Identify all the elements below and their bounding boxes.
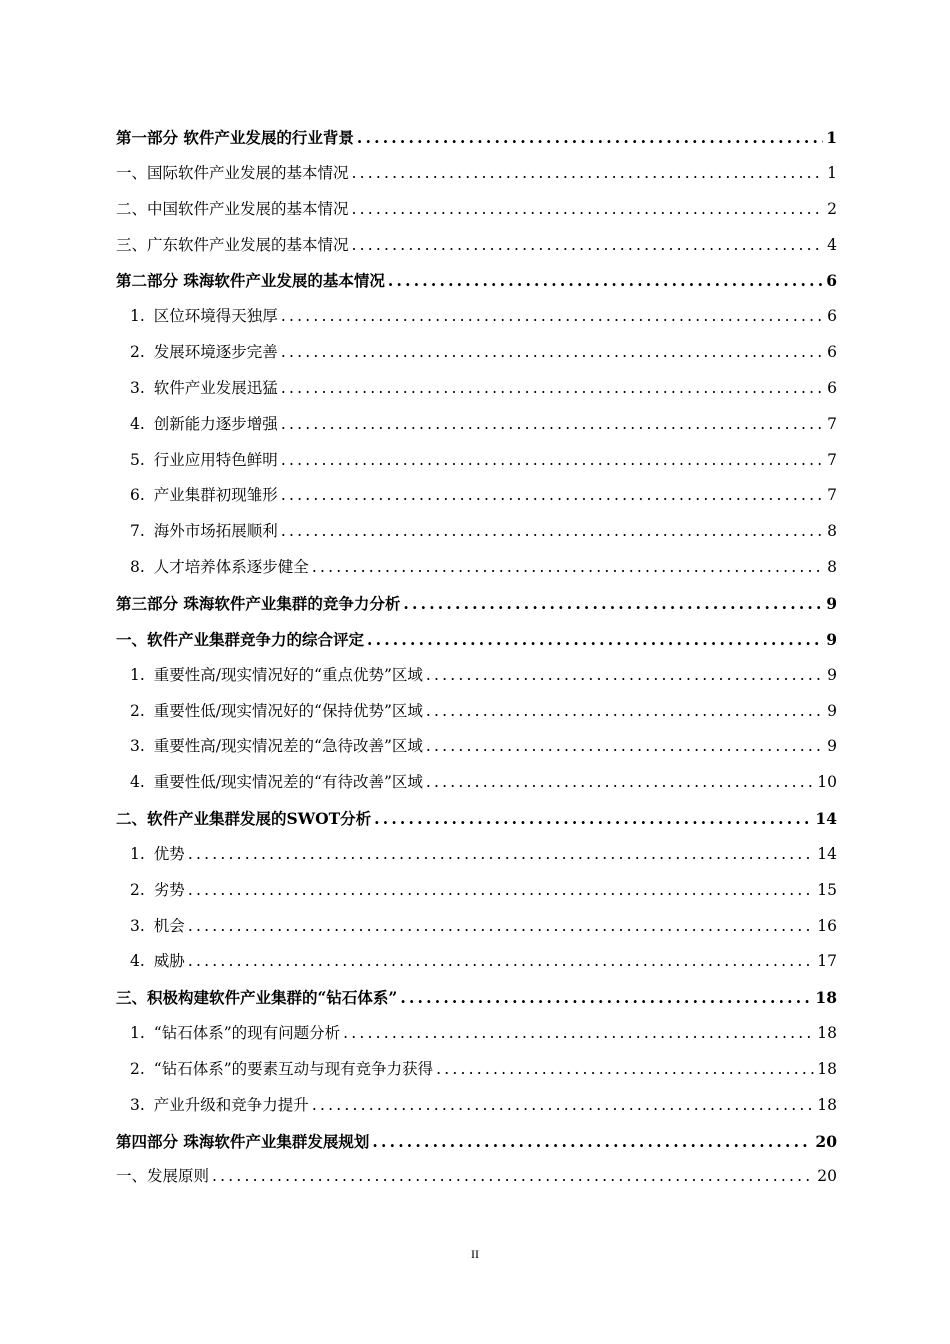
toc-entry[interactable] bbox=[116, 909, 837, 945]
toc-entry[interactable] bbox=[116, 371, 837, 407]
toc-entry-title: 软件产业发展迅猛 bbox=[153, 378, 278, 397]
toc-entry[interactable] bbox=[116, 443, 837, 479]
toc-dot-leader bbox=[403, 586, 823, 622]
toc-entry-title: 产业升级和竞争力提升 bbox=[153, 1095, 309, 1114]
toc-entry-page: 18 bbox=[817, 1024, 837, 1043]
toc-entry[interactable] bbox=[116, 299, 837, 335]
toc-entry[interactable] bbox=[116, 1052, 837, 1088]
toc-entry[interactable] bbox=[116, 120, 837, 156]
toc-entry[interactable] bbox=[116, 514, 837, 550]
toc-dot-leader bbox=[436, 1052, 814, 1088]
toc-entry[interactable] bbox=[116, 1124, 837, 1160]
toc-entry-page: 18 bbox=[817, 1095, 837, 1114]
toc-entry[interactable] bbox=[116, 694, 837, 730]
toc-entry-title: 二、软件产业集群发展的SWOT分析 bbox=[116, 809, 372, 829]
toc-entry-number: 4. bbox=[130, 952, 145, 971]
toc-entry-page: 9 bbox=[827, 737, 837, 756]
toc-entry-page: 9 bbox=[827, 701, 837, 720]
toc-entry[interactable] bbox=[116, 729, 837, 765]
toc-entry-page: 6 bbox=[827, 343, 837, 362]
toc-entry-page: 14 bbox=[815, 809, 837, 829]
toc-entry-number: 6. bbox=[130, 486, 145, 505]
toc-entry[interactable] bbox=[116, 622, 837, 658]
toc-entry-page: 7 bbox=[827, 450, 837, 469]
toc-dot-leader bbox=[352, 228, 825, 264]
toc-dot-leader bbox=[388, 263, 823, 299]
toc-entry-page: 8 bbox=[827, 558, 837, 577]
toc-entry[interactable] bbox=[116, 156, 837, 192]
toc-dot-leader bbox=[374, 801, 812, 837]
toc-entry-page: 10 bbox=[817, 773, 837, 792]
toc-entry-title: 一、国际软件产业发展的基本情况 bbox=[116, 163, 349, 182]
toc-dot-leader bbox=[352, 156, 825, 192]
toc-dot-leader bbox=[372, 1124, 812, 1160]
toc-dot-leader bbox=[188, 837, 814, 873]
toc-entry-number: 5. bbox=[130, 450, 145, 469]
toc-entry-page: 20 bbox=[817, 1167, 837, 1186]
toc-entry[interactable] bbox=[116, 837, 837, 873]
toc-entry-title: 三、积极构建软件产业集群的“钻石体系” bbox=[116, 988, 398, 1008]
toc-entry[interactable] bbox=[116, 980, 837, 1016]
toc-dot-leader bbox=[343, 1016, 814, 1052]
toc-dot-leader bbox=[352, 192, 825, 228]
toc-dot-leader bbox=[312, 550, 824, 586]
toc-entry-number: 2. bbox=[130, 1059, 145, 1078]
toc-dot-leader bbox=[281, 443, 824, 479]
toc-entry-page: 6 bbox=[826, 271, 837, 291]
toc-entry[interactable] bbox=[116, 944, 837, 980]
toc-dot-leader bbox=[312, 1088, 814, 1124]
toc-entry-number: 4. bbox=[130, 773, 145, 792]
toc-entry-page: 4 bbox=[827, 235, 837, 254]
toc-dot-leader bbox=[281, 335, 824, 371]
toc-entry-page: 2 bbox=[827, 199, 837, 218]
toc-entry-number: 1. bbox=[130, 1024, 145, 1043]
toc-entry-page: 18 bbox=[817, 1059, 837, 1078]
table-of-contents bbox=[116, 120, 837, 1195]
toc-dot-leader bbox=[426, 694, 824, 730]
toc-entry-title: 第三部分 珠海软件产业集群的竞争力分析 bbox=[116, 593, 401, 613]
toc-entry-number: 2. bbox=[130, 880, 145, 899]
toc-dot-leader bbox=[426, 765, 814, 801]
toc-entry-page: 7 bbox=[827, 486, 837, 505]
toc-entry-number: 4. bbox=[130, 414, 145, 433]
toc-entry-page: 16 bbox=[817, 916, 837, 935]
toc-entry-number: 3. bbox=[130, 1095, 145, 1114]
toc-dot-leader bbox=[426, 658, 824, 694]
toc-dot-leader bbox=[357, 120, 823, 156]
toc-entry-title: 威胁 bbox=[153, 952, 185, 971]
toc-entry[interactable] bbox=[116, 765, 837, 801]
toc-entry-page: 1 bbox=[827, 163, 837, 182]
toc-entry-page: 9 bbox=[826, 593, 837, 613]
toc-entry-number: 1. bbox=[130, 665, 145, 684]
toc-entry[interactable] bbox=[116, 1016, 837, 1052]
toc-entry[interactable] bbox=[116, 550, 837, 586]
toc-entry[interactable] bbox=[116, 228, 837, 264]
toc-dot-leader bbox=[188, 909, 814, 945]
toc-dot-leader bbox=[281, 371, 824, 407]
toc-entry-page: 6 bbox=[827, 378, 837, 397]
toc-entry-page: 9 bbox=[826, 629, 837, 649]
toc-entry-title: 一、软件产业集群竞争力的综合评定 bbox=[116, 629, 365, 649]
toc-dot-leader bbox=[426, 729, 824, 765]
toc-entry-page: 14 bbox=[817, 844, 837, 863]
toc-entry-title: 产业集群初现雏形 bbox=[153, 486, 278, 505]
toc-entry-title: 第一部分 软件产业发展的行业背景 bbox=[116, 128, 354, 147]
toc-entry-page: 1 bbox=[826, 128, 837, 147]
toc-dot-leader bbox=[281, 478, 824, 514]
toc-entry[interactable] bbox=[116, 658, 837, 694]
toc-entry-number: 3. bbox=[130, 916, 145, 935]
toc-entry-page: 15 bbox=[817, 880, 837, 899]
toc-entry-page: 8 bbox=[827, 522, 837, 541]
toc-entry-title: 重要性高/现实情况差的“急待改善”区域 bbox=[153, 737, 423, 756]
toc-entry-title: 海外市场拓展顺利 bbox=[153, 522, 278, 541]
toc-dot-leader bbox=[281, 514, 824, 550]
toc-entry-number: 3. bbox=[130, 737, 145, 756]
toc-entry-title: 二、中国软件产业发展的基本情况 bbox=[116, 199, 349, 218]
toc-entry-number: 1. bbox=[130, 307, 145, 326]
toc-entry-title: 人才培养体系逐步健全 bbox=[153, 558, 309, 577]
page-number: II bbox=[471, 1247, 479, 1261]
toc-entry[interactable] bbox=[116, 263, 837, 299]
toc-entry-page: 17 bbox=[817, 952, 837, 971]
toc-entry[interactable] bbox=[116, 586, 837, 622]
toc-entry-title: 劣势 bbox=[153, 880, 185, 899]
toc-entry[interactable] bbox=[116, 407, 837, 443]
toc-entry-number: 3. bbox=[130, 378, 145, 397]
toc-entry-number: 8. bbox=[130, 558, 145, 577]
toc-entry-number: 7. bbox=[130, 522, 145, 541]
toc-entry-title: 重要性高/现实情况好的“重点优势”区域 bbox=[153, 665, 423, 684]
toc-entry-page: 6 bbox=[827, 307, 837, 326]
toc-entry[interactable] bbox=[116, 1159, 837, 1195]
toc-dot-leader bbox=[400, 980, 812, 1016]
toc-entry[interactable] bbox=[116, 478, 837, 514]
toc-entry-title: 一、发展原则 bbox=[116, 1167, 210, 1186]
toc-dot-leader bbox=[188, 873, 814, 909]
toc-entry-title: 优势 bbox=[153, 844, 185, 863]
toc-dot-leader bbox=[212, 1159, 814, 1195]
toc-entry-title: 第四部分 珠海软件产业集群发展规划 bbox=[116, 1131, 370, 1151]
toc-entry[interactable] bbox=[116, 335, 837, 371]
toc-entry-title: 重要性低/现实情况差的“有待改善”区域 bbox=[153, 773, 423, 792]
toc-entry-title: 三、广东软件产业发展的基本情况 bbox=[116, 235, 349, 254]
toc-dot-leader bbox=[188, 944, 814, 980]
toc-entry[interactable] bbox=[116, 873, 837, 909]
toc-entry-number: 2. bbox=[130, 343, 145, 362]
toc-dot-leader bbox=[281, 299, 824, 335]
toc-entry-page: 18 bbox=[815, 988, 837, 1008]
toc-entry-page: 7 bbox=[827, 414, 837, 433]
toc-dot-leader bbox=[281, 407, 824, 443]
toc-dot-leader bbox=[367, 622, 823, 658]
toc-entry-title: 机会 bbox=[153, 916, 185, 935]
toc-entry-number: 1. bbox=[130, 844, 145, 863]
toc-entry[interactable] bbox=[116, 801, 837, 837]
toc-entry-page: 20 bbox=[815, 1131, 837, 1151]
toc-entry-title: 区位环境得天独厚 bbox=[153, 307, 278, 326]
toc-entry-title: 创新能力逐步增强 bbox=[153, 414, 278, 433]
toc-entry-page: 9 bbox=[827, 665, 837, 684]
toc-entry-number: 2. bbox=[130, 701, 145, 720]
toc-entry-title: 发展环境逐步完善 bbox=[153, 343, 278, 362]
toc-entry-title: 第二部分 珠海软件产业发展的基本情况 bbox=[116, 271, 385, 291]
toc-entry-title: 行业应用特色鲜明 bbox=[153, 450, 278, 469]
toc-entry-title: “钻石体系”的现有问题分析 bbox=[153, 1024, 341, 1043]
toc-entry[interactable] bbox=[116, 192, 837, 228]
toc-entry-title: 重要性低/现实情况好的“保持优势”区域 bbox=[153, 701, 423, 720]
toc-entry[interactable] bbox=[116, 1088, 837, 1124]
toc-entry-title: “钻石体系”的要素互动与现有竞争力获得 bbox=[153, 1059, 434, 1078]
